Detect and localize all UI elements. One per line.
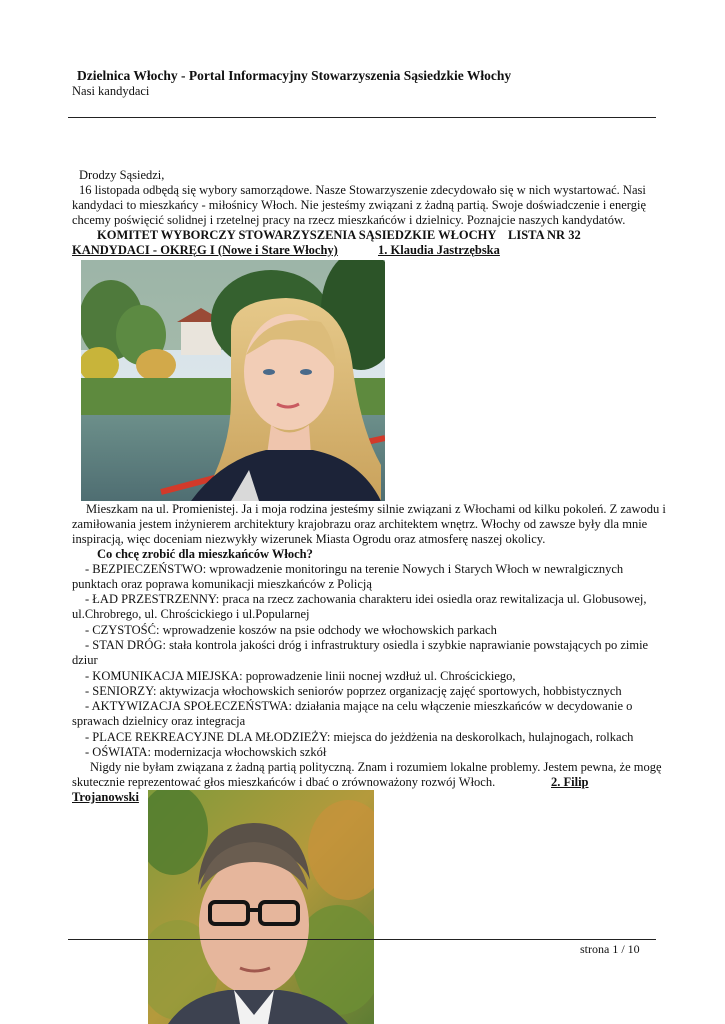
program-question: Co chcę zrobić dla mieszkańców Włoch?	[97, 547, 313, 561]
program-point: dziur	[72, 653, 98, 667]
list-number: LISTA NR 32	[508, 228, 581, 242]
committee-name: KOMITET WYBORCZY STOWARZYSZENIA SĄSIEDZKIE WŁOCHY	[97, 228, 497, 242]
bio-line: zamiłowania jestem inżynierem architektury krajobrazu oraz architektem wnętrz. Włochy od zawsze były dla mnie	[72, 517, 648, 531]
page-number: strona 1 / 10	[580, 942, 640, 956]
candidate1-heading: 1. Klaudia Jastrzębska	[378, 243, 500, 257]
district-heading: KANDYDACI - OKRĘG I (Nowe i Stare Włochy)	[72, 243, 338, 257]
candidate2-photo	[148, 790, 374, 1024]
candidate2-heading: 2. Filip	[551, 775, 589, 789]
intro-line: chcemy poświęcić solidnej i rzetelnej pracy na rzecz mieszkańców i dzielnicy. Poznajcie naszych kandydatów.	[72, 213, 626, 227]
program-point: - CZYSTOŚĆ: wprowadzenie koszów na psie odchody we włochowskich parkach	[85, 623, 497, 637]
bio-line: Mieszkam na ul. Promienistej. Ja i moja rodzina jesteśmy silnie związani z Włochami od kilku pokoleń. Z zawodu i	[86, 502, 666, 516]
program-point: - ŁAD PRZESTRZENNY: praca na rzecz zachowania charakteru idei osiedla oraz rewitalizacja ul. Globusowej,	[85, 592, 647, 606]
closing-line: skutecznie reprezentować głos mieszkańców i dbać o zrównoważony rozwój Włoch.	[72, 775, 496, 789]
page-subtitle: Nasi kandydaci	[72, 84, 150, 98]
header-divider	[68, 117, 656, 118]
program-point: - STAN DRÓG: stała kontrola jakości dróg i infrastruktury osiedla i szybkie naprawianie powstających po zimie	[85, 638, 649, 652]
candidate1-photo	[81, 260, 385, 501]
program-point: ul.Chrobrego, ul. Chrościckiego i ul.Popularnej	[72, 607, 310, 621]
program-point: - AKTYWIZACJA SPOŁECZEŃSTWA: działania mające na celu włączenie mieszkańców w decydowanie o	[85, 699, 633, 713]
footer-divider	[68, 939, 656, 940]
program-point: - PLACE REKREACYJNE DLA MŁODZIEŻY: miejsca do jeżdżenia na deskorolkach, hulajnogach, rolkach	[85, 730, 634, 744]
closing-line: Nigdy nie byłam związana z żadną partią polityczną. Znam i rozumiem lokalne problemy. Jestem pewna, że mogę	[90, 760, 662, 774]
program-point: - KOMUNIKACJA MIEJSKA: poprowadzenie linii nocnej wzdłuż ul. Chrościckiego,	[85, 669, 516, 683]
program-point: - BEZPIECZEŃSTWO: wprowadzenie monitoringu na terenie Nowych i Starych Włoch w newralgicznych	[85, 562, 624, 576]
program-point: - OŚWIATA: modernizacja włochowskich szkół	[85, 745, 327, 759]
candidate2-heading-surname: Trojanowski	[72, 790, 139, 804]
greeting: Drodzy Sąsiedzi,	[79, 168, 165, 182]
page-title: Dzielnica Włochy - Portal Informacyjny Stowarzyszenia Sąsiedzkie Włochy	[77, 68, 512, 83]
program-point: sprawach dzielnicy oraz integracja	[72, 714, 246, 728]
program-point: - SENIORZY: aktywizacja włochowskich seniorów poprzez organizację zajęć sportowych, hobbistycznych	[85, 684, 622, 698]
program-point: punktach oraz poprawa komunikacji mieszkańców z Policją	[72, 577, 372, 591]
intro-line: kandydaci to mieszkańcy - miłośnicy Włoch. Nie jesteśmy związani z żadną partią. Swoje doświadczenie i energię	[72, 198, 646, 212]
intro-line: 16 listopada odbędą się wybory samorządowe. Nasze Stowarzyszenie zdecydowało się w nich wystartować. Nasi	[79, 183, 646, 197]
bio-line: inspiracją, więc doceniam niezwykły wizerunek Miasta Ogrodu oraz atmosferę naszej okolicy.	[72, 532, 546, 546]
